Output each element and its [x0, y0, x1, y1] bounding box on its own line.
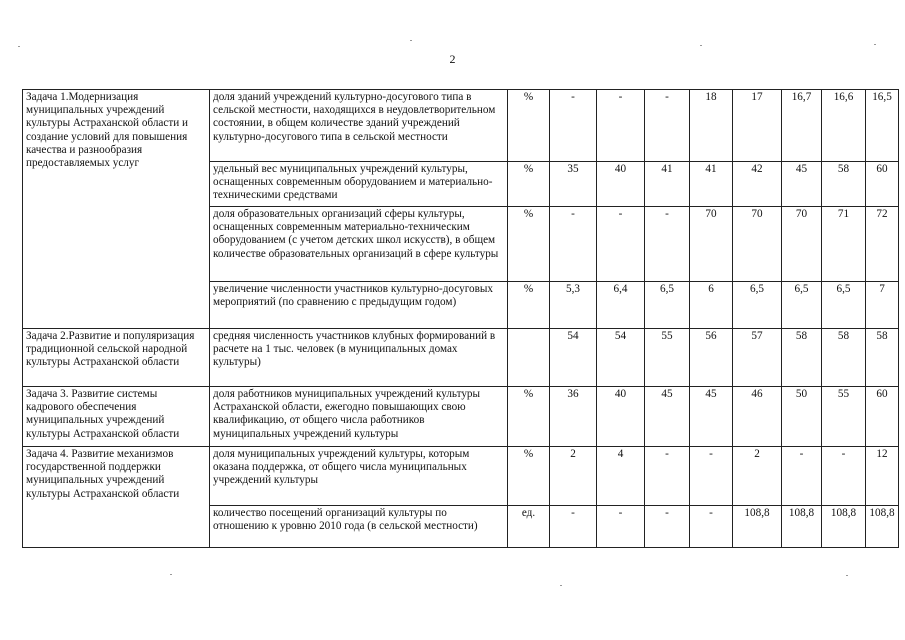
value-cell: 40	[597, 162, 645, 207]
value-cell: 108,8	[822, 506, 866, 548]
value-cell: 56	[690, 329, 733, 387]
task-2-cell: Задача 2.Развитие и популяризация традиционной сельской народной культуры Астраханской области	[23, 329, 210, 387]
value-cell: 18	[690, 90, 733, 162]
value-cell: 12	[866, 447, 899, 506]
indicator-cell: увеличение численности участников культурно-досуговых мероприятий (по сравнению с предыдущим годом)	[210, 282, 508, 329]
value-cell: 60	[866, 162, 899, 207]
value-cell: 60	[866, 387, 899, 447]
value-cell: 54	[550, 329, 597, 387]
unit-cell: %	[508, 90, 550, 162]
unit-cell: %	[508, 447, 550, 506]
value-cell: 40	[597, 387, 645, 447]
value-cell: 58	[866, 329, 899, 387]
value-cell: 6,5	[733, 282, 782, 329]
value-cell: 41	[690, 162, 733, 207]
indicator-cell: доля образовательных организаций сферы культуры, оснащенных современным материально-техническим оборудованием (с учетом детских школ искусств), в общем количестве образовательных организаций в сфере культуры	[210, 207, 508, 282]
value-cell: -	[550, 90, 597, 162]
value-cell: 42	[733, 162, 782, 207]
value-cell: 2	[550, 447, 597, 506]
value-cell: -	[645, 207, 690, 282]
value-cell: 17	[733, 90, 782, 162]
value-cell: 108,8	[782, 506, 822, 548]
value-cell: 45	[782, 162, 822, 207]
value-cell: -	[550, 207, 597, 282]
value-cell: 108,8	[866, 506, 899, 548]
value-cell: 16,5	[866, 90, 899, 162]
scan-speck	[170, 574, 172, 575]
value-cell: -	[550, 506, 597, 548]
value-cell: -	[597, 506, 645, 548]
value-cell: -	[597, 90, 645, 162]
value-cell: 57	[733, 329, 782, 387]
value-cell: 70	[733, 207, 782, 282]
value-cell: -	[597, 207, 645, 282]
value-cell: 54	[597, 329, 645, 387]
scan-speck	[560, 585, 562, 586]
task-3-cell: Задача 3. Развитие системы кадрового обеспечения муниципальных учреждений культуры Астраханской области	[23, 387, 210, 447]
value-cell: 6,5	[782, 282, 822, 329]
value-cell: 58	[822, 329, 866, 387]
value-cell: 5,3	[550, 282, 597, 329]
value-cell: 70	[690, 207, 733, 282]
scan-speck	[846, 575, 848, 576]
value-cell: -	[645, 447, 690, 506]
unit-cell: %	[508, 207, 550, 282]
scan-speck	[874, 44, 876, 45]
scan-speck	[18, 46, 20, 47]
value-cell: -	[690, 506, 733, 548]
value-cell: 46	[733, 387, 782, 447]
value-cell: 45	[690, 387, 733, 447]
indicator-cell: количество посещений организаций культуры по отношению к уровню 2010 года (в сельской местности)	[210, 506, 508, 548]
value-cell: 2	[733, 447, 782, 506]
page-number: 2	[449, 52, 456, 66]
value-cell: -	[645, 90, 690, 162]
unit-cell	[508, 329, 550, 387]
value-cell: 16,7	[782, 90, 822, 162]
value-cell: 72	[866, 207, 899, 282]
value-cell: 108,8	[733, 506, 782, 548]
indicator-cell: удельный вес муниципальных учреждений культуры, оснащенных современным оборудованием и материально-техническими средствами	[210, 162, 508, 207]
task-4-cell: Задача 4. Развитие механизмов государственной поддержки муниципальных учреждений культуры Астраханской области	[23, 447, 210, 548]
value-cell: -	[690, 447, 733, 506]
value-cell: 36	[550, 387, 597, 447]
table-row	[23, 387, 899, 447]
value-cell: 4	[597, 447, 645, 506]
value-cell: 55	[645, 329, 690, 387]
value-cell: -	[782, 447, 822, 506]
value-cell: 58	[822, 162, 866, 207]
value-cell: 16,6	[822, 90, 866, 162]
unit-cell: ед.	[508, 506, 550, 548]
indicators-table	[22, 89, 899, 548]
value-cell: 70	[782, 207, 822, 282]
task-1-cell: Задача 1.Модернизация муниципальных учреждений культуры Астраханской области и создание условий для повышения качества и разнообразия предоставляемых услуг	[23, 90, 210, 329]
indicator-cell: доля зданий учреждений культурно-досугового типа в сельской местности, находящихся в неудовлетворительном состоянии, в общем количестве зданий учреждений культурно-досугового типа в сельской местности	[210, 90, 508, 162]
value-cell: 55	[822, 387, 866, 447]
value-cell: 6,5	[645, 282, 690, 329]
value-cell: 35	[550, 162, 597, 207]
value-cell: 71	[822, 207, 866, 282]
value-cell: 45	[645, 387, 690, 447]
value-cell: -	[645, 506, 690, 548]
indicator-cell: средняя численность участников клубных формирований в расчете на 1 тыс. человек (в муниципальных домах культуры)	[210, 329, 508, 387]
value-cell: 6,4	[597, 282, 645, 329]
scan-speck	[700, 45, 702, 46]
table-row	[23, 329, 899, 387]
table-row	[23, 447, 899, 506]
value-cell: -	[822, 447, 866, 506]
table-row	[23, 90, 899, 162]
value-cell: 7	[866, 282, 899, 329]
value-cell: 41	[645, 162, 690, 207]
value-cell: 58	[782, 329, 822, 387]
value-cell: 6,5	[822, 282, 866, 329]
indicator-cell: доля работников муниципальных учреждений культуры Астраханской области, ежегодно повышающих свою квалификацию, от общего числа работников муниципальных учреждений культуры	[210, 387, 508, 447]
unit-cell: %	[508, 282, 550, 329]
scan-speck	[410, 40, 412, 41]
value-cell: 50	[782, 387, 822, 447]
unit-cell: %	[508, 162, 550, 207]
indicator-cell: доля муниципальных учреждений культуры, которым оказана поддержка, от общего числа муниципальных учреждений культуры	[210, 447, 508, 506]
value-cell: 6	[690, 282, 733, 329]
unit-cell: %	[508, 387, 550, 447]
